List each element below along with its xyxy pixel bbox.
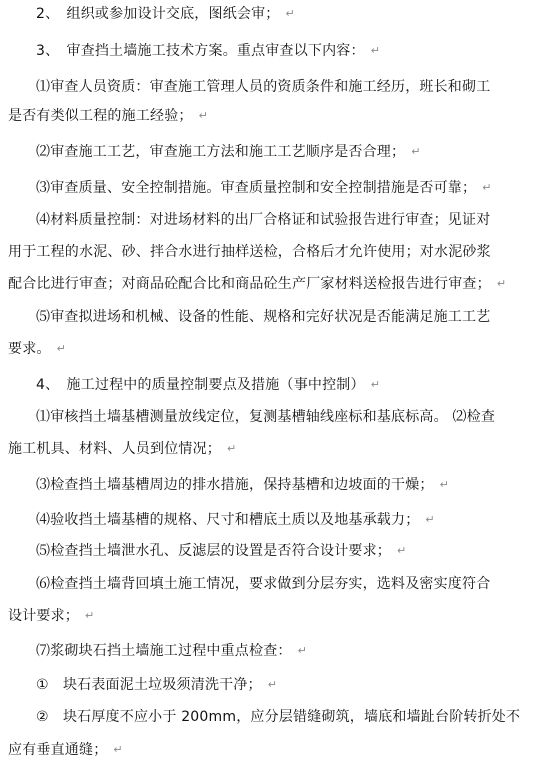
text-line: 施工机具、材料、人员到位情况； ↵	[8, 441, 237, 457]
paragraph-mark-icon: ↵	[56, 342, 67, 355]
text-line: 3、 审查挡土墙施工技术方案。重点审查以下内容： ↵	[36, 43, 381, 59]
text-line: ① 块石表面泥土垃圾须清洗干净； ↵	[36, 677, 278, 693]
text-line: ② 块石厚度不应小于 200mm，应分层错缝砌筑，墙底和墙趾台阶转折处不	[36, 709, 521, 725]
paragraph-mark-icon: ↵	[439, 478, 450, 491]
paragraph-mark-icon: ↵	[425, 513, 435, 526]
paragraph-mark-icon: ↵	[267, 678, 278, 691]
text-line: 配合比进行审查；对商品砼配合比和商品砼生产厂家材料送检报告进行审查； ↵	[8, 276, 507, 292]
text-line: ⑴审核挡土墙基槽测量放线定位，复测基槽轴线座标和基底标高。 ⑵检查	[36, 409, 496, 425]
text-line: ⑸检查挡土墙泄水孔、反滤层的设置是否符合设计要求； ↵	[36, 543, 407, 559]
text-line: ⑵审查施工工艺，审查施工方法和施工工艺顺序是否合理； ↵	[36, 144, 421, 160]
text-line: 2、 组织或参加设计交底，图纸会审； ↵	[36, 6, 295, 22]
paragraph-mark-icon: ↵	[482, 181, 492, 194]
paragraph-mark-icon: ↵	[370, 44, 381, 57]
paragraph-mark-icon: ↵	[85, 609, 95, 622]
paragraph-mark-icon: ↵	[411, 145, 421, 158]
text-line: 设计要求； ↵	[8, 608, 95, 624]
text-line: ⑹检查挡土墙背回填土施工情况，要求做到分层夯实，选料及密实度符合	[36, 576, 491, 592]
paragraph-mark-icon: ↵	[227, 442, 237, 455]
text-line: ⑷验收挡土墙基槽的规格、尺寸和槽底土质以及地基承载力； ↵	[36, 512, 435, 528]
text-line: ⑺浆砌块石挡土墙施工过程中重点检查： ↵	[36, 643, 308, 659]
text-line: 4、 施工过程中的质量控制要点及措施（事中控制） ↵	[36, 377, 381, 393]
text-line: ⑴审查人员资质：审查施工管理人员的资质条件和施工经历，班长和砌工	[36, 79, 491, 95]
paragraph-mark-icon: ↵	[370, 378, 381, 391]
paragraph-mark-icon: ↵	[198, 109, 209, 122]
text-line: 是否有类似工程的施工经验； ↵	[8, 108, 209, 124]
text-line: 用于工程的水泥、砂、拌合水进行抽样送检，合格后才允许使用；对水泥砂浆	[8, 244, 491, 260]
text-line: 应有垂直通缝； ↵	[8, 742, 123, 758]
paragraph-mark-icon: ↵	[397, 544, 407, 557]
paragraph-mark-icon: ↵	[297, 644, 308, 657]
text-line: ⑷材料质量控制：对进场材料的出厂合格证和试验报告进行审查；见证对	[36, 212, 491, 228]
text-line: ⑶检查挡土墙基槽周边的排水措施，保持基槽和边坡面的干燥； ↵	[36, 477, 450, 493]
text-line: 要求。 ↵	[8, 341, 67, 357]
paragraph-mark-icon: ↵	[496, 277, 507, 290]
paragraph-mark-icon: ↵	[113, 743, 123, 756]
paragraph-mark-icon: ↵	[285, 7, 295, 20]
text-line: ⑸审查拟进场和机械、设备的性能、规格和完好状况是否能满足施工工艺	[36, 309, 491, 325]
text-line: ⑶审查质量、安全控制措施。审查质量控制和安全控制措施是否可靠； ↵	[36, 180, 492, 196]
